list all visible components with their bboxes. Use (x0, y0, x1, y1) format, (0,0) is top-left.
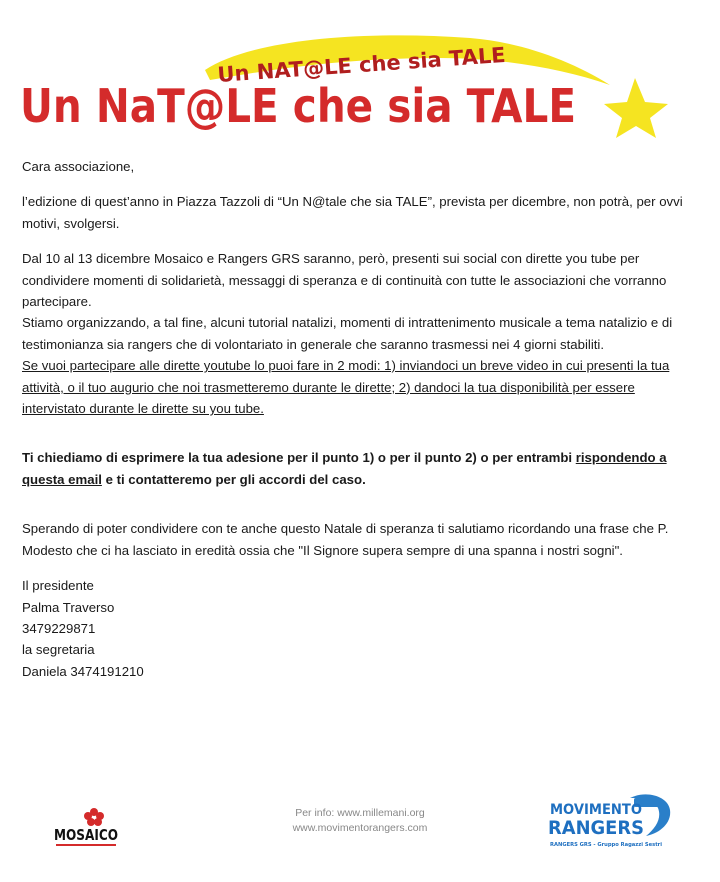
paragraph-social-dates: Dal 10 al 13 dicembre Mosaico e Rangers GRS saranno, però, presenti sui social con dirette you tube per condividere momenti di solidarietà, messaggi di speranza e di continuità con tutte le associazioni che vorranno partecipare. (22, 251, 667, 310)
star-icon (604, 78, 668, 138)
paragraph-request (22, 447, 702, 490)
request-text-2: e ti contatteremo per gli accordi del caso. (101, 471, 366, 487)
mosaico-logo-text: MOSAICO (54, 826, 118, 844)
letter-body (22, 156, 702, 682)
reply-email-link[interactable]: rispondendo a questa email (22, 450, 667, 487)
paragraph-tutorials: Stiamo organizzando, a tal fine, alcuni tutorial natalizi, momenti di intrattenimento musicale a tema natalizio e di testimonianza sia rangers che di volontariato in generale che saranno trasmessi nei 4 giorni stabiliti. (22, 315, 673, 352)
logo-large-text: Un NaT@LE che sia TALE (20, 79, 576, 133)
paragraph-how-to-participate: Se vuoi partecipare alle dirette youtube lo puoi fare in 2 modi: 1) inviandoci un breve video in cui presenti la tua attività, o il tuo augurio che noi trasmetteremo durante le dirette; 2) dandoci la tua disponibilità per essere intervistato durante le dirette su you tube. (22, 358, 670, 417)
request-text-1: Ti chiediamo di esprimere la tua adesione per il punto 1) o per il punto 2) o per entrambi (22, 450, 576, 466)
rangers-logo-line2: RANGERS (548, 817, 644, 839)
signature-role-president: Il presidente (22, 578, 94, 594)
logo-small-text: Un NAT@LE che sia TALE (216, 42, 507, 87)
rangers-logo-line1: MOVIMENTO (550, 802, 643, 818)
greeting: Cara associazione, (22, 159, 135, 174)
header-logo (0, 0, 720, 145)
signature-secretary-contact: Daniela 3474191210 (22, 663, 144, 679)
info-website-rangers[interactable]: www.movimentorangers.com (292, 822, 428, 834)
signature-phone-president: 3479229871 (22, 620, 96, 636)
signature-name-president: Palma Traverso (22, 599, 115, 615)
rangers-logo-sub: RANGERS GRS - Gruppo Ragazzi Sestri (550, 842, 663, 848)
signature-role-secretary: la segretaria (22, 642, 95, 658)
paragraph-closing: Sperando di poter condividere con te anche questo Natale di speranza ti salutiamo ricordando una frase che P. Modesto che ci ha lasciato in eredità ossia che "Il Signore supera sempre di una spanna i nostri sogni". (22, 521, 669, 558)
rangers-logo (546, 790, 674, 854)
info-website-millemani[interactable]: Per info: www.millemani.org (295, 807, 425, 819)
paragraph-cancellation: l’edizione di quest’anno in Piazza Tazzoli di “Un N@tale che sia TALE”, prevista per dicembre, non potrà, per ovvi motivi, svolgersi. (22, 194, 683, 231)
